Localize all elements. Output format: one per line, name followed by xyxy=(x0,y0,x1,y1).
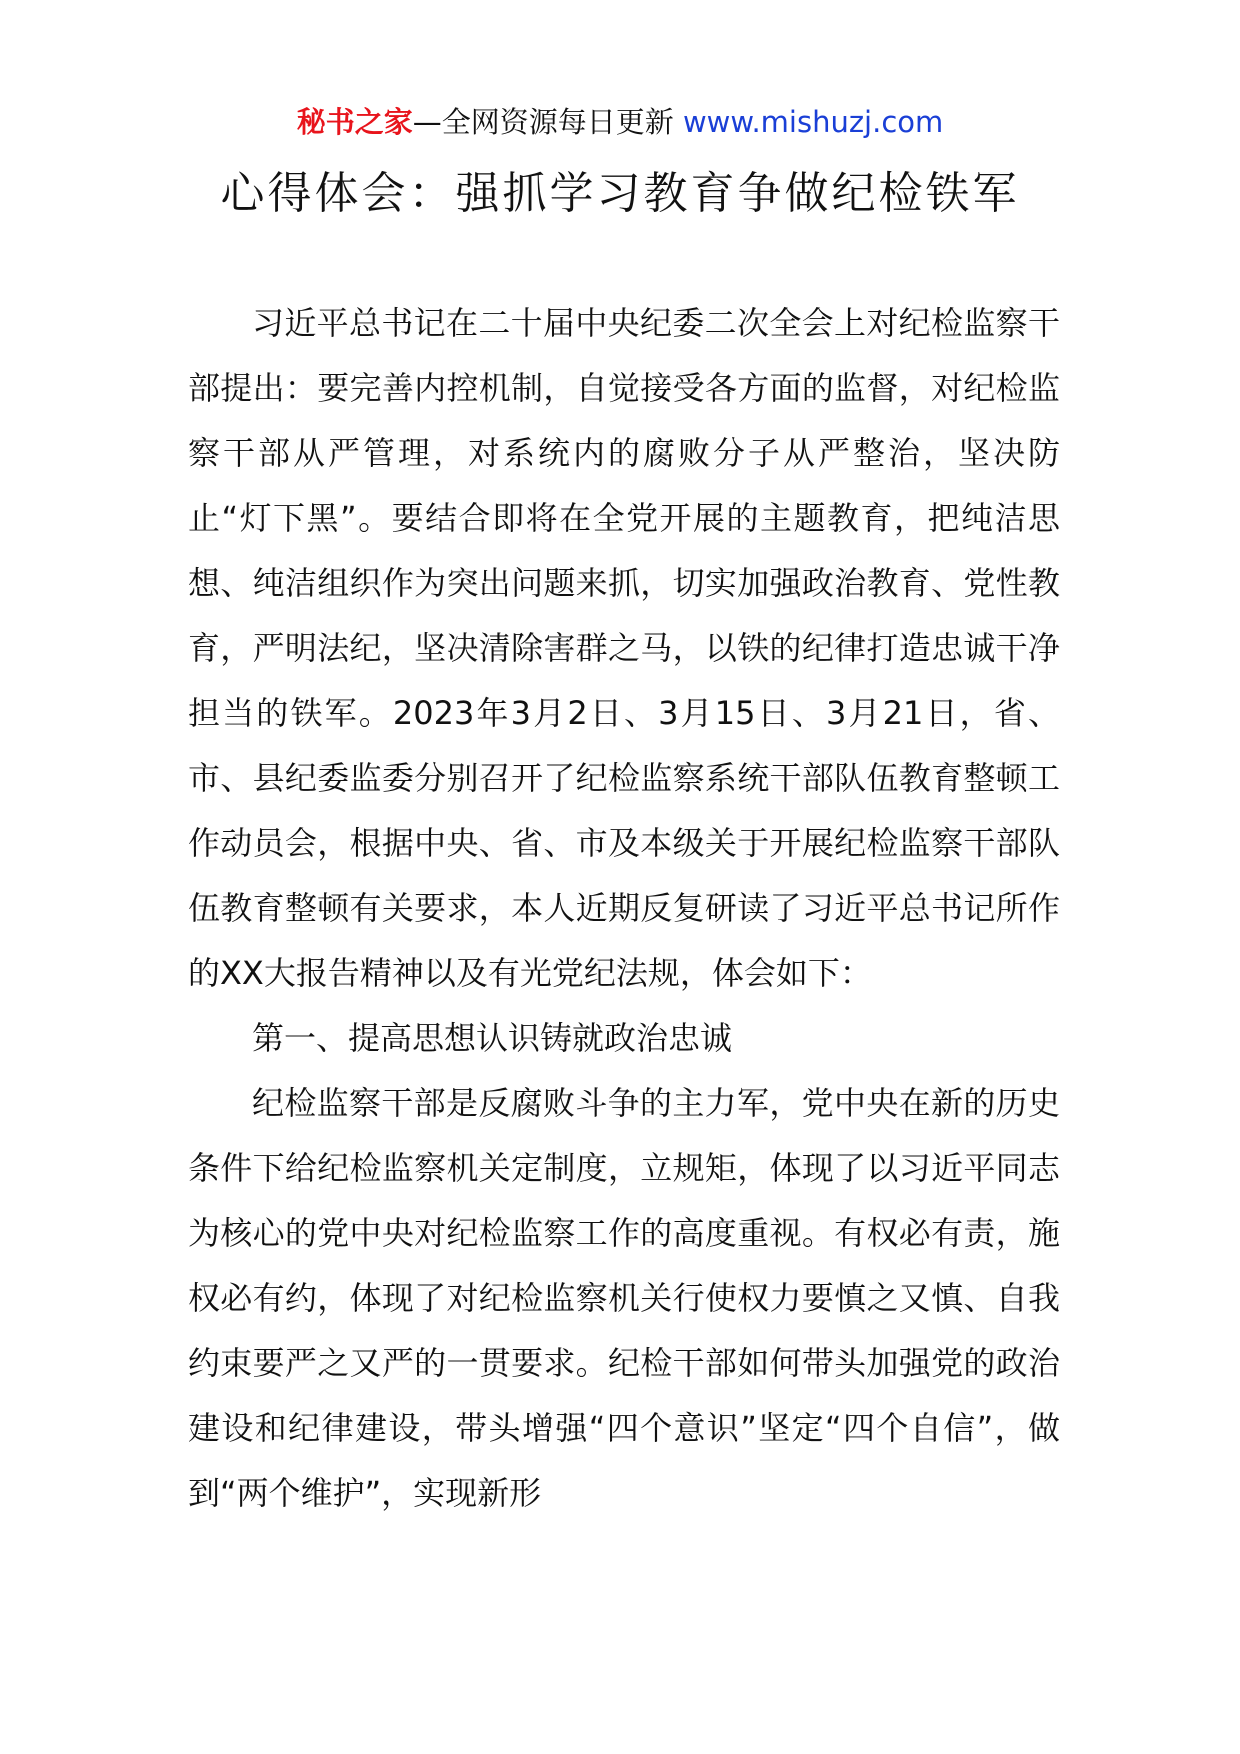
site-tagline: —全网资源每日更新 xyxy=(412,105,674,139)
site-brand: 秘书之家 xyxy=(296,105,413,139)
section-heading: 第一、提高思想认识铸就政治忠诚 xyxy=(252,1019,733,1057)
document-title: 心得体会：强抓学习教育争做纪检铁军 xyxy=(220,168,1020,219)
site-url-link[interactable]: www.mishuzj.com xyxy=(682,105,944,139)
site-header xyxy=(0,100,1240,144)
paragraph-section-1: 纪检监察干部是反腐败斗争的主力军，党中央在新的历史条件下给纪检监察机关定制度，立规矩，体现了以习近平同志为核心的党中央对纪检监察工作的高度重视。有权必有责，施权必有约，体现了对纪检监察机关行使权力要慎之又慎、自我约束要严之又严的一贯要求。纪检干部如何带头加强党的政治建设和纪律建设，带头增强“四个意识”坚定“四个自信”，做到“两个维护”，实现新形 xyxy=(188,1084,1060,1512)
paragraph-intro: 习近平总书记在二十届中央纪委二次全会上对纪检监察干部提出：要完善内控机制，自觉接受各方面的监督，对纪检监察干部从严管理，对系统内的腐败分子从严整治，坚决防止“灯下黑”。要结合即将在全党开展的主题教育，把纯洁思想、纯洁组织作为突出问题来抓，切实加强政治教育、党性教育，严明法纪，坚决清除害群之马，以铁的纪律打造忠诚干净担当的铁军。2023年3月2日、3月15日、3月21日，省、市、县纪委监委分别召开了纪检监察系统干部队伍教育整顿工作动员会，根据中央、省、市及本级关于开展纪检监察干部队伍教育整顿有关要求，本人近期反复研读了习近平总书记所作的XX大报告精神以及有光党纪法规，体会如下： xyxy=(188,304,1060,992)
document-body xyxy=(188,291,1060,1526)
